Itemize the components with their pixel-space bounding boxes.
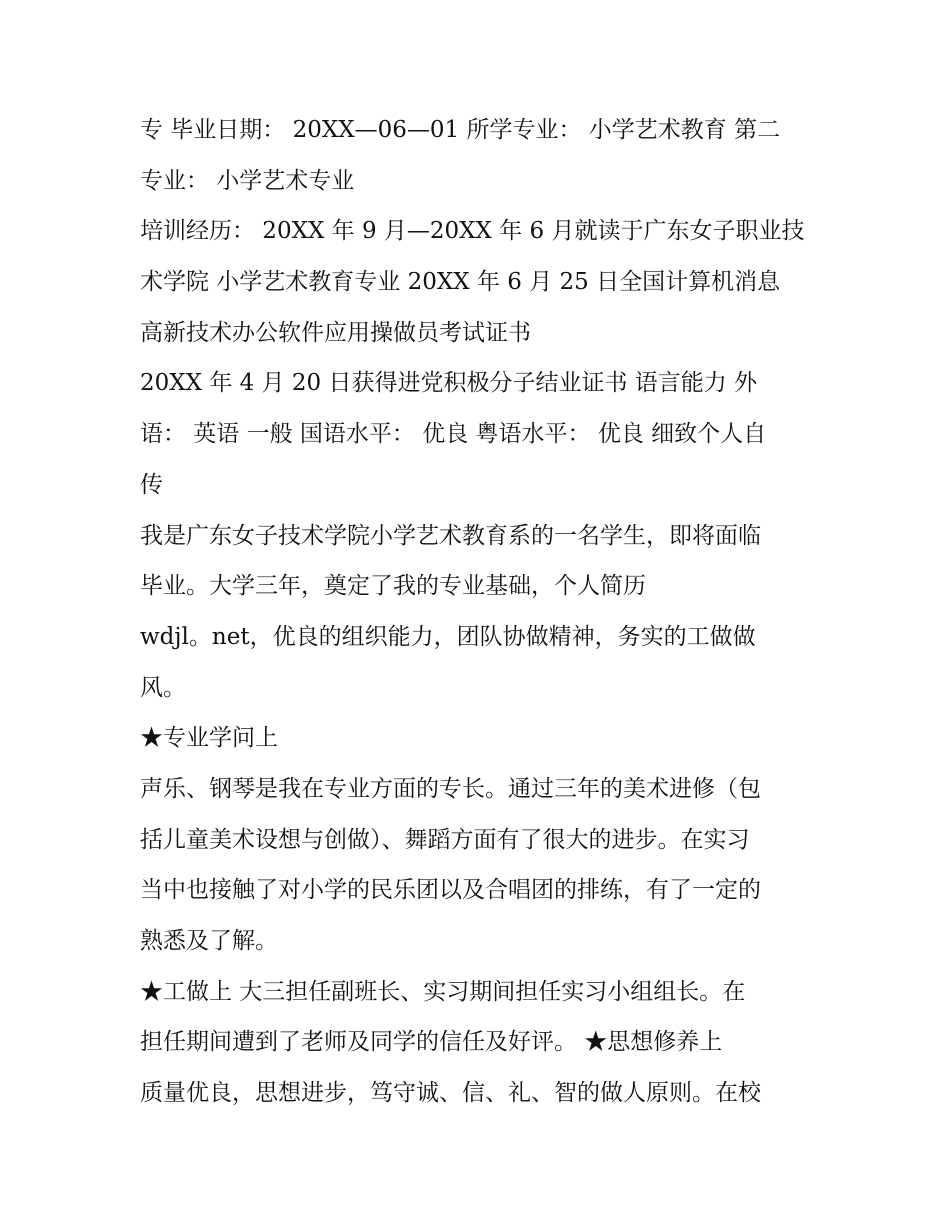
text-line: 培训经历： 20XX 年 9 月—20XX 年 6 月就读于广东女子职业技 [140,218,805,245]
text-line: 担任期间遭到了老师及同学的信任及好评。 ★思想修养上 [140,1029,723,1056]
text-line: 质量优良，思想进步，笃守诚、信、礼、智的做人原则。在校 [140,1080,761,1107]
text-line: 声乐、钢琴是我在专业方面的专长。通过三年的美术进修（包 [140,775,761,802]
text-line: 传 [140,471,163,498]
text-line: 20XX 年 4 月 20 日获得进党积极分子结业证书 语言能力 外 [140,370,758,397]
text-line: 括儿童美术设想与创做）、舞蹈方面有了很大的进步。在实习 [140,826,750,853]
text-line: 熟悉及了解。 [140,928,278,954]
text-line: 当中也接触了对小学的民乐团以及合唱团的排练，有了一定的 [140,877,761,904]
text-line: 语： 英语 一般 国语水平： 优良 粤语水平： 优良 细致个人自 [140,421,767,448]
text-line: 风。 [140,674,186,701]
text-line: 专业： 小学艺术专业 [140,167,355,194]
section-heading: ★专业学问上 [140,725,278,752]
text-line: wdjl。net，优良的组织能力，团队协做精神，务实的工做做 [140,623,756,650]
text-line: 毕业。大学三年，奠定了我的专业基础，个人简历 [140,573,646,600]
text-line: ★工做上 大三担任副班长、实习期间担任实习小组组长。在 [140,978,746,1005]
text-line: 我是广东女子技术学院小学艺术教育系的一名学生，即将面临 [140,522,761,549]
text-line: 专 毕业日期： 20XX—06—01 所学专业： 小学艺术教育 第二 [140,117,781,143]
text-line: 高新技术办公软件应用操做员考试证书 [140,319,531,346]
document-body [140,105,820,1119]
text-line: 术学院 小学艺术教育专业 20XX 年 6 月 25 日全国计算机消息 [140,269,781,296]
